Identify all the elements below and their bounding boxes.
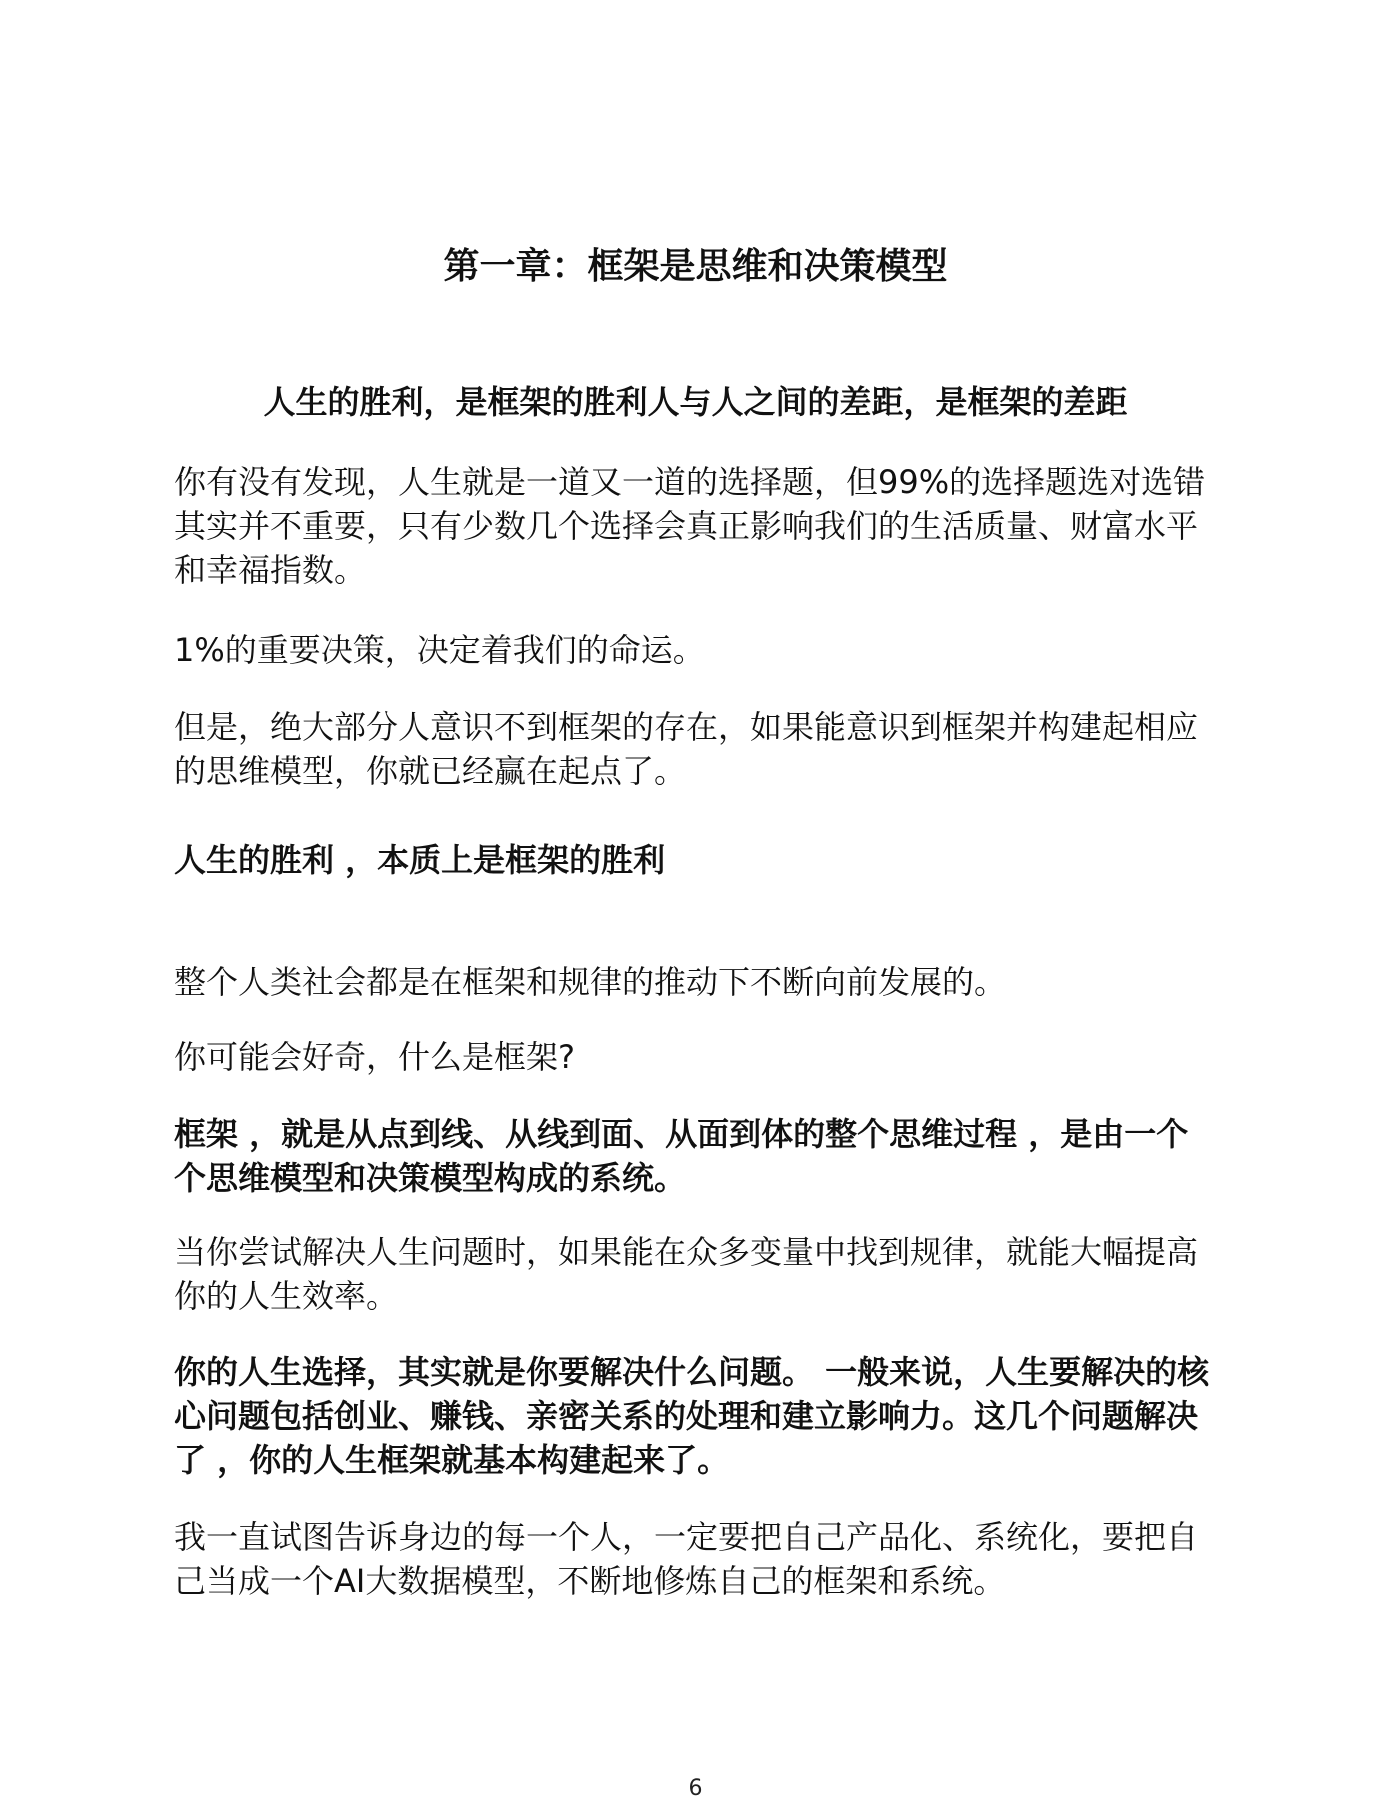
paragraph-question: 你可能会好奇，什么是框架? bbox=[174, 1038, 575, 1076]
paragraph-one-percent: 1%的重要决策，决定着我们的命运。 bbox=[174, 631, 705, 669]
paragraph-framework-definition: 框架 ，就是从点到线、从线到面、从面到体的整个思维过程 ，是由一个个思维模型和决策模型构成的系统。 bbox=[174, 1115, 1189, 1197]
paragraph-productize: 我一直试图告诉身边的每一个人，一定要把自己产品化、系统化，要把自己当成一个AI大数据模型，不断地修炼自己的框架和系统。 bbox=[174, 1518, 1199, 1600]
section-subtitle: 人生的胜利，是框架的胜利人与人之间的差距，是框架的差距 bbox=[263, 383, 1128, 421]
paragraph-society: 整个人类社会都是在框架和规律的推动下不断向前发展的。 bbox=[174, 963, 1007, 1001]
paragraph-efficiency: 当你尝试解决人生问题时，如果能在众多变量中找到规律，就能大幅提高你的人生效率。 bbox=[174, 1233, 1199, 1315]
paragraph-choices: 你有没有发现，人生就是一道又一道的选择题，但99%的选择题选对选错其实并不重要，只有少数几个选择会真正影响我们的生活质量、财富水平和幸福指数。 bbox=[174, 463, 1206, 589]
page-number: 6 bbox=[688, 1776, 703, 1801]
paragraph-life-choices: 你的人生选择，其实就是你要解决什么问题。 一般来说，人生要解决的核心问题包括创业、赚钱、亲密关系的处理和建立影响力。这几个问题解决了 ，你的人生框架就基本构建起来了。 bbox=[174, 1353, 1210, 1479]
chapter-title: 第一章：框架是思维和决策模型 bbox=[443, 246, 948, 287]
paragraph-awareness: 但是，绝大部分人意识不到框架的存在，如果能意识到框架并构建起相应的思维模型，你就已经赢在起点了。 bbox=[174, 708, 1199, 790]
section-heading-victory: 人生的胜利 ，本质上是框架的胜利 bbox=[174, 841, 666, 879]
